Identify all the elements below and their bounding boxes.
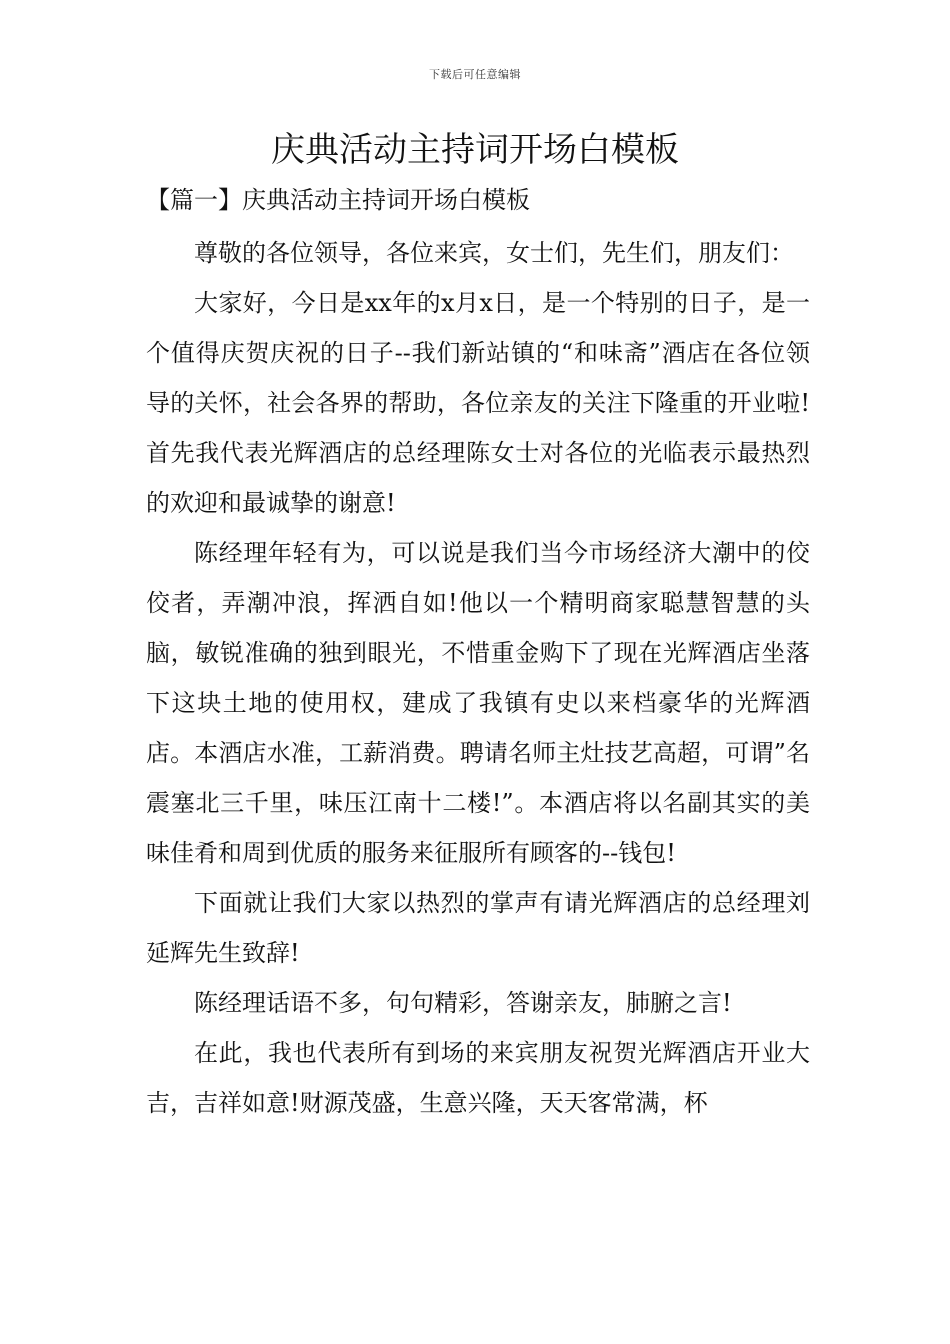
page-header-note: 下载后可任意编辑 — [429, 68, 521, 81]
paragraph-congratulations: 在此，我也代表所有到场的来宾朋友祝贺光辉酒店开业大吉，吉祥如意!财源茂盛，生意兴隆，天天客常满，杯 — [146, 1039, 810, 1117]
document-title: 庆典活动主持词开场白模板 — [271, 130, 679, 170]
document-body — [146, 228, 810, 1128]
paragraph-greeting: 尊敬的各位领导，各位来宾，女士们，先生们，朋友们： — [194, 239, 794, 267]
paragraph-manager-praise: 陈经理年轻有为，可以说是我们当今市场经济大潮中的佼佼者，弄潮冲浪，挥洒自如!他以一个精明商家聪慧智慧的头脑，敏锐准确的独到眼光，不惜重金购下了现在光辉酒店坐落下这块土地的使用权，建成了我镇有史以来档豪华的光辉酒店。本酒店水准，工薪消费。聘请名师主灶技艺高超，可谓”名震塞北三千里，味压江南十二楼!”。本酒店将以名副其实的美味佳肴和周到优质的服务来征服所有顾客的--钱包! — [146, 539, 810, 867]
paragraph-speech-response: 陈经理话语不多，句句精彩，答谢亲友，肺腑之言! — [194, 989, 732, 1017]
paragraph-opening: 大家好，今日是xx年的x月x日，是一个特别的日子，是一个值得庆贺庆祝的日子--我们新站镇的“和味斋”酒店在各位领导的关怀，社会各界的帮助，各位亲友的关注下隆重的开业啦!首先我代表光辉酒店的总经理陈女士对各位的光临表示最热烈的欢迎和最诚挚的谢意! — [146, 289, 810, 517]
section-heading: 【篇一】庆典活动主持词开场白模板 — [146, 186, 530, 214]
paragraph-invite-speech: 下面就让我们大家以热烈的掌声有请光辉酒店的总经理刘延辉先生致辞! — [146, 889, 810, 967]
